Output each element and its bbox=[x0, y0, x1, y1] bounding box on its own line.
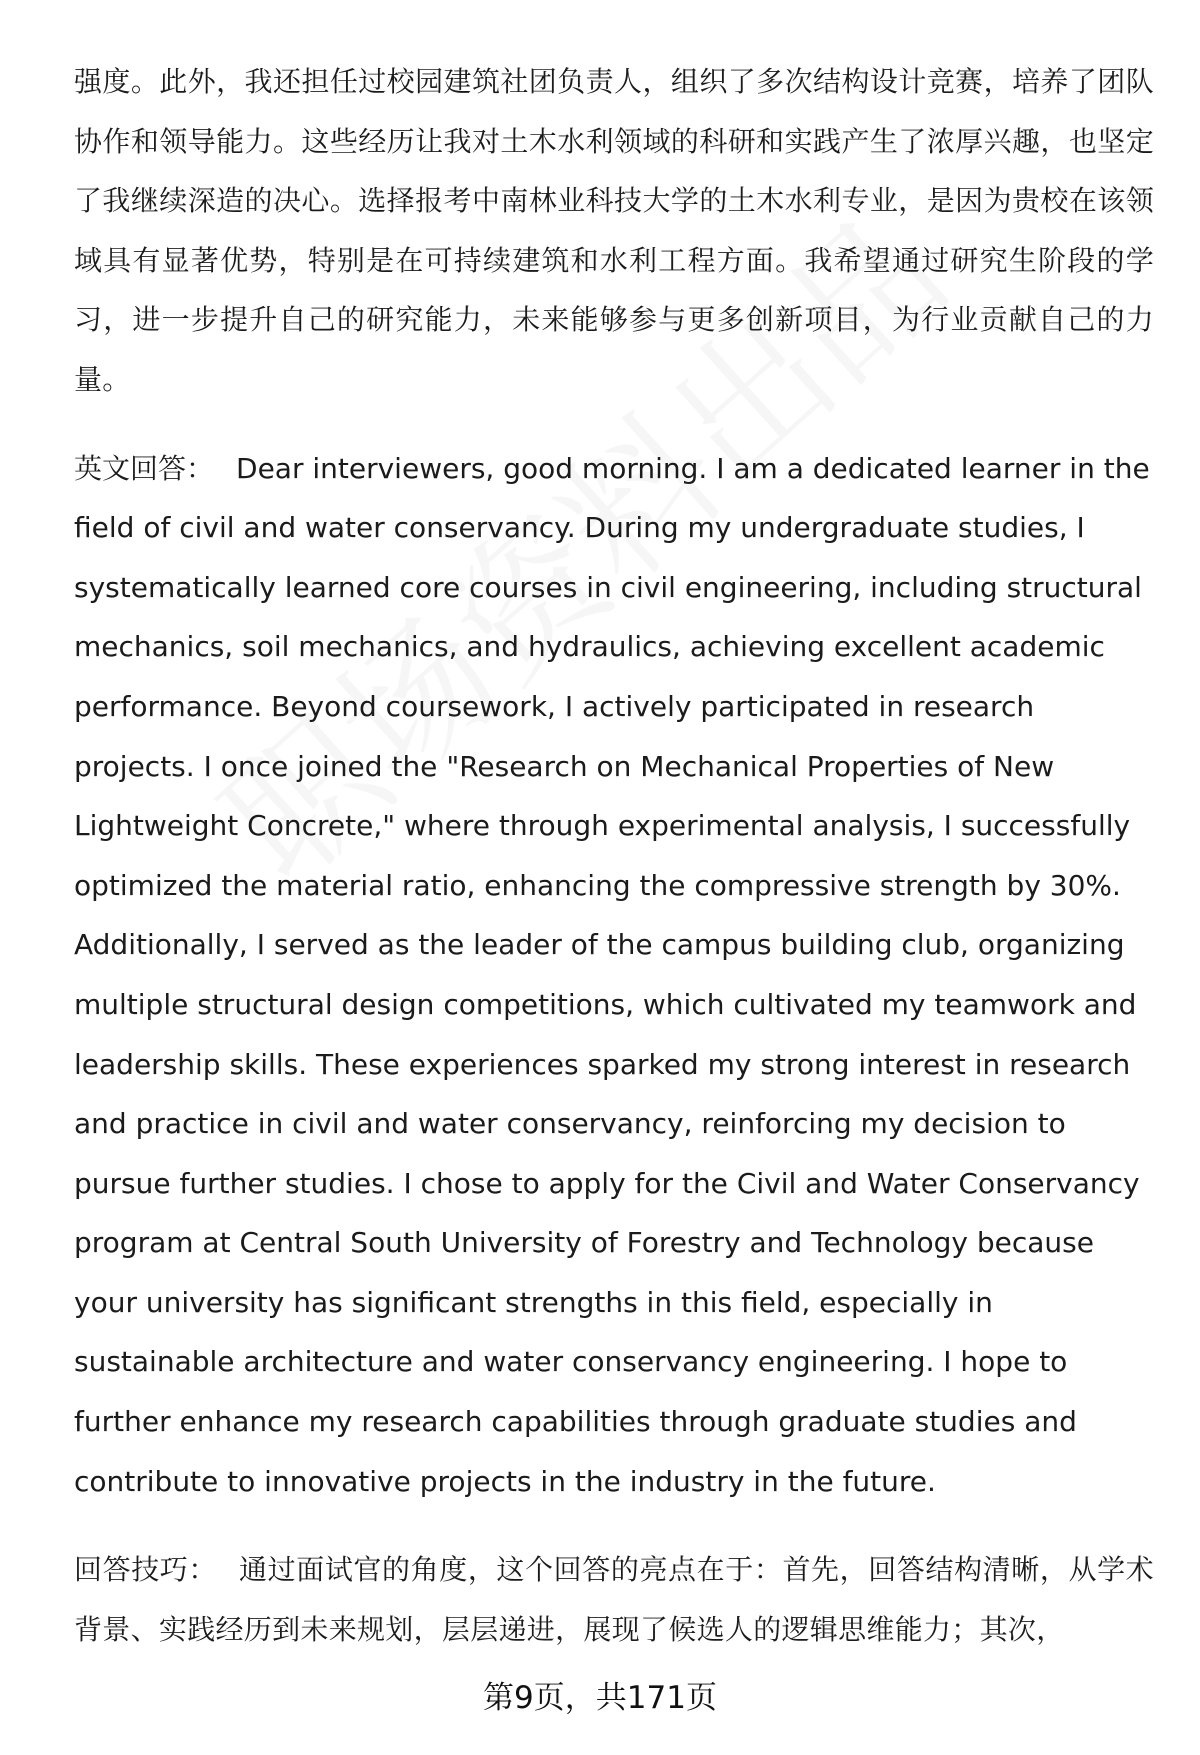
paragraph-cn-continuation: 强度。此外，我还担任过校园建筑社团负责人，组织了多次结构设计竞赛，培养了团队协作和领导能力。这些经历让我对土木水利领域的科研和实践产生了浓厚兴趣，也坚定了我继续深造的决心。选择报考中南林业科技大学的土木水利专业，是因为贵校在该领域具有显著优势，特别是在可持续建筑和水利工程方面。我希望通过研究生阶段的学习，进一步提升自己的研究能力，未来能够参与更多创新项目，为行业贡献自己的力量。 bbox=[74, 65, 1154, 396]
english-answer-label: 英文回答： bbox=[74, 451, 215, 485]
page-number-footer: 第9页，共171页 bbox=[483, 1680, 717, 1716]
english-answer-text: Dear interviewers, good morning. I am a dedicated learner in the field of civil and water conservancy. During my undergraduate studies, I systematically learned core courses in civil engineering, including structural mechanics, soil mechanics, and hydraulics, achieving excellent academic performance. Beyond coursework, I actively participated in research projects. I once joined the "Research on Mechanical Properties of New Lightweight Concrete," where through experimental analysis, I successfully optimized the material ratio, enhancing the compressive strength by 30%. Additionally, I served as the leader of the campus building club, organizing multiple structural design competitions, which cultivated my teamwork and leadership skills. These experiences sparked my strong interest in research and practice in civil and water conservancy, reinforcing my decision to pursue further studies. I chose to apply for the Civil and Water Conservancy program at Central South University of Forestry and Technology because your university has significant strengths in this field, especially in sustainable architecture and water conservancy engineering. I hope to further enhance my research capabilities through graduate studies and contribute to innovative projects in the industry in the future. bbox=[74, 451, 1150, 1498]
paragraph-english-answer bbox=[74, 439, 1154, 1512]
answer-tips-text: 通过面试官的角度，这个回答的亮点在于：首先，回答结构清晰，从学术背景、实践经历到未来规划，层层递进，展现了候选人的逻辑思维能力；其次， bbox=[74, 1553, 1154, 1646]
answer-tips-label: 回答技巧： bbox=[74, 1553, 218, 1587]
paragraph-answer-tips bbox=[74, 1540, 1154, 1659]
document-page bbox=[74, 52, 1154, 1659]
